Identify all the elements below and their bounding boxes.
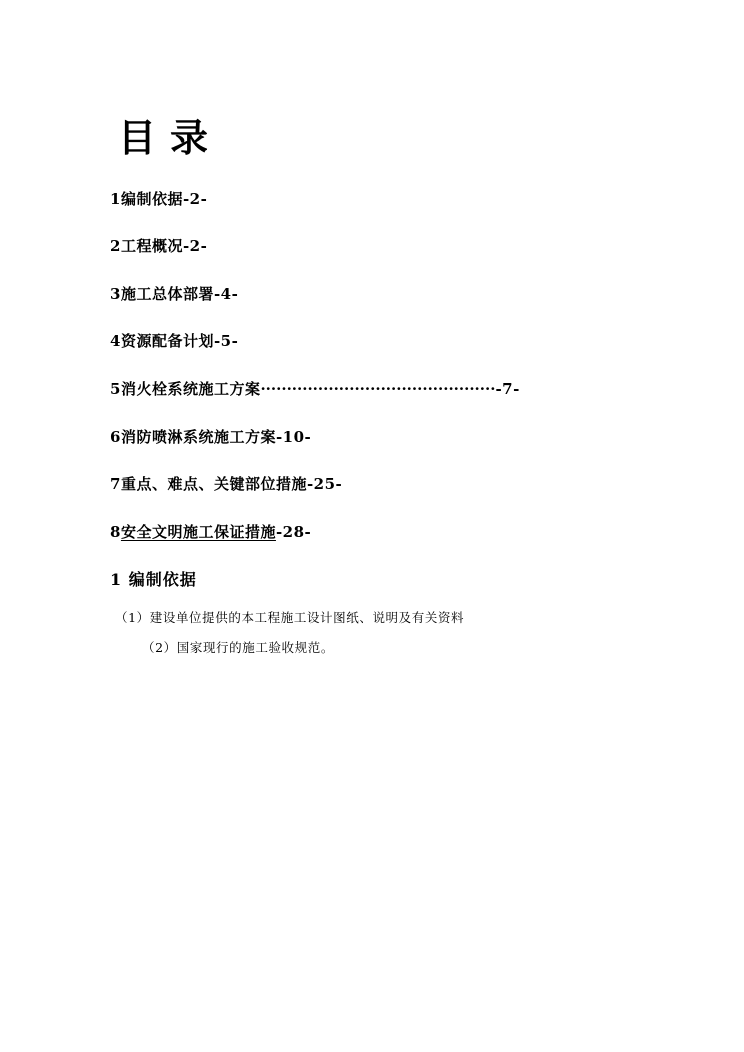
toc-entry-number: 8 bbox=[110, 523, 121, 541]
section-paragraph: （1）建设单位提供的本工程施工设计图纸、说明及有关资料 bbox=[115, 610, 465, 625]
toc-entry-label: 施工总体部署 bbox=[120, 285, 214, 303]
toc-entry-4[interactable] bbox=[110, 331, 238, 351]
toc-entry-5[interactable] bbox=[110, 379, 520, 399]
toc-entry-label: 编制依据 bbox=[120, 190, 183, 208]
toc-entry-number: 1 bbox=[110, 190, 121, 208]
toc-entry-number: 5 bbox=[110, 380, 121, 398]
toc-entry-label: 安全文明施工保证措施 bbox=[120, 523, 276, 541]
toc-entry-8[interactable] bbox=[110, 522, 311, 542]
toc-entry-page: -10- bbox=[275, 428, 312, 446]
toc-entry-label: 消火栓系统施工方案 bbox=[120, 380, 261, 398]
toc-entry-page: -2- bbox=[182, 190, 208, 208]
toc-entry-page: -2- bbox=[182, 237, 208, 255]
toc-entry-number: 4 bbox=[110, 332, 121, 350]
section-heading: 1 编制依据 bbox=[110, 570, 197, 589]
toc-title: 目录 bbox=[118, 115, 223, 160]
toc-entry-label: 重点、难点、关键部位措施 bbox=[120, 475, 307, 493]
toc-entry-1[interactable] bbox=[110, 189, 207, 209]
section-paragraph: （2）国家现行的施工验收规范。 bbox=[142, 640, 334, 655]
toc-entry-2[interactable] bbox=[110, 236, 207, 256]
toc-entry-page: -5- bbox=[213, 332, 239, 350]
toc-entry-3[interactable] bbox=[110, 284, 238, 304]
toc-entry-page: -28- bbox=[275, 523, 312, 541]
toc-entry-number: 2 bbox=[110, 237, 121, 255]
toc-entry-number: 6 bbox=[110, 428, 121, 446]
toc-entry-page: -25- bbox=[306, 475, 343, 493]
toc-entry-number: 3 bbox=[110, 285, 121, 303]
toc-entry-page: -7- bbox=[495, 380, 520, 398]
toc-leader-dots: ············································· bbox=[260, 380, 496, 398]
toc-entry-number: 7 bbox=[110, 475, 121, 493]
toc-entry-label: 资源配备计划 bbox=[120, 332, 214, 350]
toc-entry-label: 消防喷淋系统施工方案 bbox=[120, 428, 276, 446]
toc-entry-7[interactable] bbox=[110, 474, 342, 494]
toc-entry-label: 工程概况 bbox=[120, 237, 183, 255]
toc-entry-page: -4- bbox=[213, 285, 239, 303]
toc-entry-6[interactable] bbox=[110, 427, 311, 447]
